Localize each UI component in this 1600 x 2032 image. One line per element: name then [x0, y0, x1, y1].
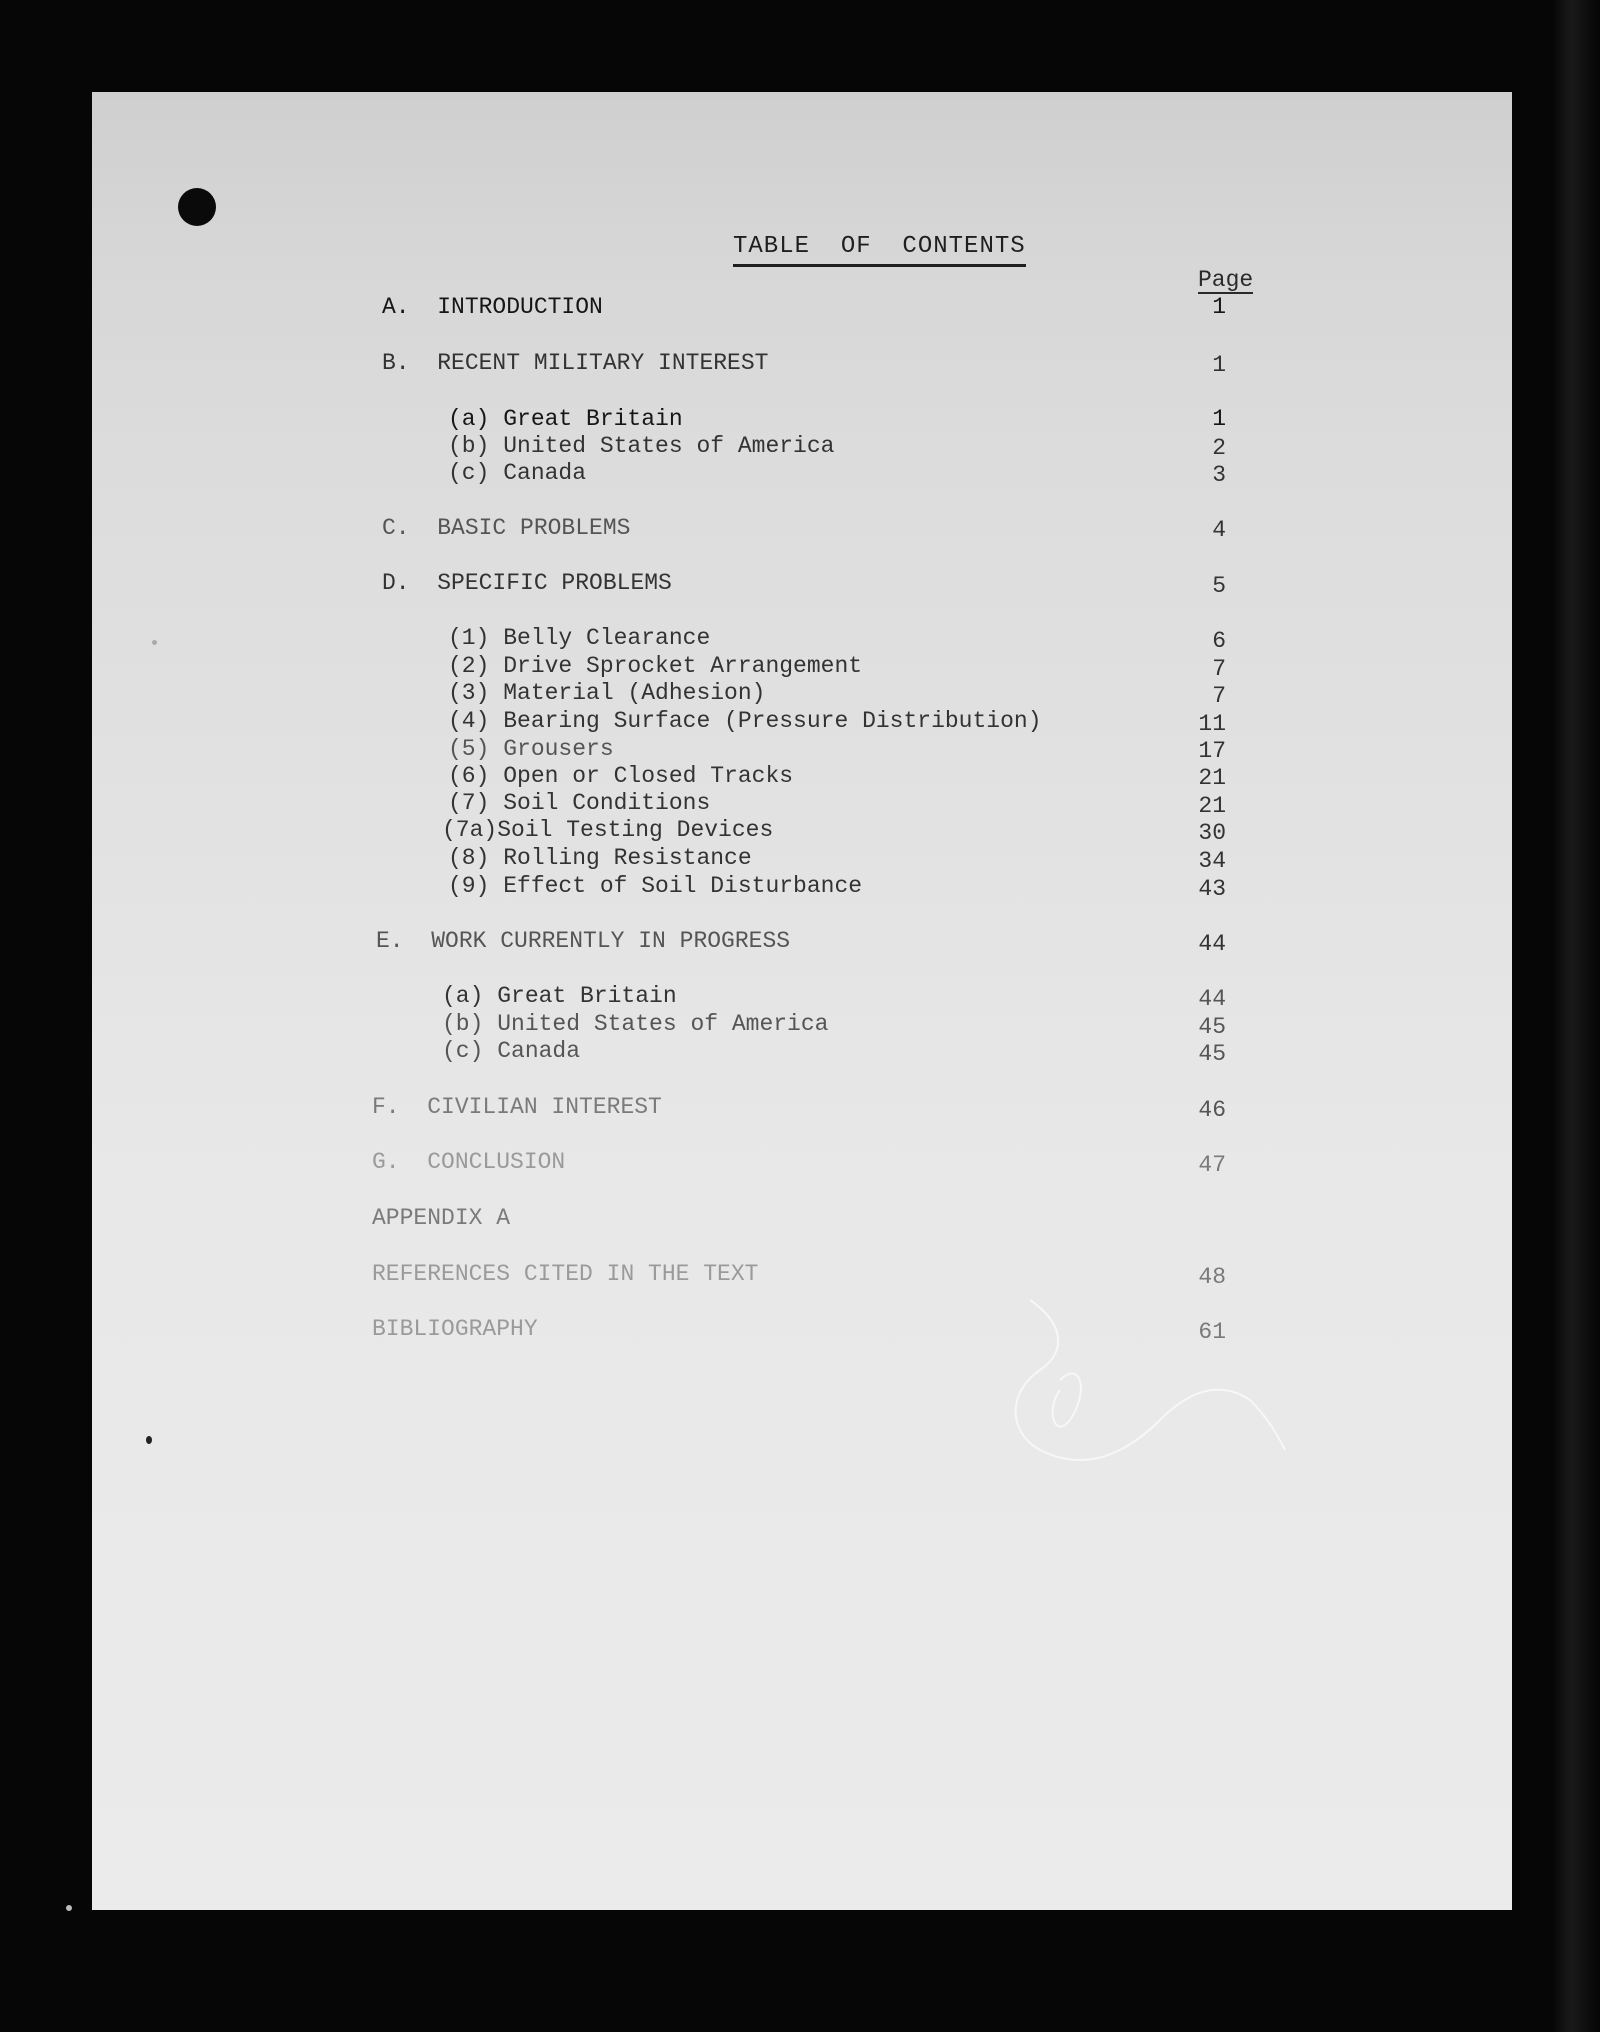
document-page: [92, 92, 1512, 1910]
dust-speck: [152, 640, 157, 645]
toc-entry-label: (9) Effect of Soil Disturbance: [448, 873, 863, 899]
toc-entry-label: REFERENCES CITED IN THE TEXT: [372, 1261, 759, 1287]
toc-entry-page: 7: [1212, 683, 1226, 709]
page-column-header: Page: [1198, 267, 1254, 293]
toc-entry-label: (7) Soil Conditions: [448, 790, 711, 816]
toc-entry-label: (c) Canada: [442, 1038, 581, 1064]
toc-entry-page: 43: [1198, 876, 1226, 902]
toc-entry-label: (4) Bearing Surface (Pressure Distribution): [448, 708, 1042, 734]
scanner-edge: [1552, 0, 1600, 2032]
toc-entry-page: 5: [1212, 573, 1226, 599]
toc-entry-page: 44: [1198, 986, 1226, 1012]
toc-entry-page: 47: [1198, 1152, 1226, 1178]
toc-entry-label: E. WORK CURRENTLY IN PROGRESS: [376, 928, 791, 954]
toc-entry-page: 30: [1198, 820, 1226, 846]
toc-entry-label: A. INTRODUCTION: [382, 294, 603, 320]
toc-entry-label: (8) Rolling Resistance: [448, 845, 752, 871]
toc-entry-label: APPENDIX A: [372, 1205, 511, 1231]
toc-entry-label: (7a)Soil Testing Devices: [442, 817, 774, 843]
toc-entry-page: 21: [1198, 765, 1226, 791]
toc-entry-label: (1) Belly Clearance: [448, 625, 711, 651]
toc-entry-label: (6) Open or Closed Tracks: [448, 763, 794, 789]
dust-speck: [66, 1905, 72, 1911]
toc-entry-page: 3: [1212, 462, 1226, 488]
toc-entry-label: B. RECENT MILITARY INTEREST: [382, 350, 769, 376]
toc-entry-label: G. CONCLUSION: [372, 1149, 566, 1175]
toc-title: TABLE OF CONTENTS: [733, 233, 1026, 267]
dust-speck: [146, 1436, 152, 1444]
punch-hole: [178, 188, 216, 226]
toc-entry-page: 1: [1212, 294, 1226, 320]
toc-entry-page: 2: [1212, 435, 1226, 461]
toc-entry-page: 1: [1212, 406, 1226, 432]
toc-entry-page: 7: [1212, 656, 1226, 682]
toc-entry-label: (c) Canada: [448, 460, 587, 486]
toc-entry-label: (b) United States of America: [448, 433, 835, 459]
toc-entry-label: (b) United States of America: [442, 1011, 829, 1037]
toc-entry-label: C. BASIC PROBLEMS: [382, 515, 631, 541]
toc-entry-page: 46: [1198, 1097, 1226, 1123]
toc-entry-label: D. SPECIFIC PROBLEMS: [382, 570, 672, 596]
toc-entry-label: F. CIVILIAN INTEREST: [372, 1094, 662, 1120]
toc-entry-page: 21: [1198, 793, 1226, 819]
toc-entry-page: 44: [1198, 931, 1226, 957]
toc-entry-page: 45: [1198, 1014, 1226, 1040]
toc-entry-page: 4: [1212, 517, 1226, 543]
toc-entry-page: 11: [1198, 711, 1226, 737]
toc-entry-page: 17: [1198, 738, 1226, 764]
toc-entry-page: 48: [1198, 1264, 1226, 1290]
toc-entry-label: (3) Material (Adhesion): [448, 680, 766, 706]
toc-entry-page: 6: [1212, 628, 1226, 654]
toc-entry-label: BIBLIOGRAPHY: [372, 1316, 538, 1342]
toc-entry-label: (a) Great Britain: [448, 406, 683, 432]
toc-entry-label: (5) Grousers: [448, 736, 614, 762]
toc-entry-label: (2) Drive Sprocket Arrangement: [448, 653, 863, 679]
toc-entry-page: 61: [1198, 1319, 1226, 1345]
toc-entry-page: 45: [1198, 1041, 1226, 1067]
toc-entry-label: (a) Great Britain: [442, 983, 677, 1009]
toc-entry-page: 1: [1212, 352, 1226, 378]
toc-entry-page: 34: [1198, 848, 1226, 874]
scan-artifact-scribble: [1000, 1290, 1300, 1480]
